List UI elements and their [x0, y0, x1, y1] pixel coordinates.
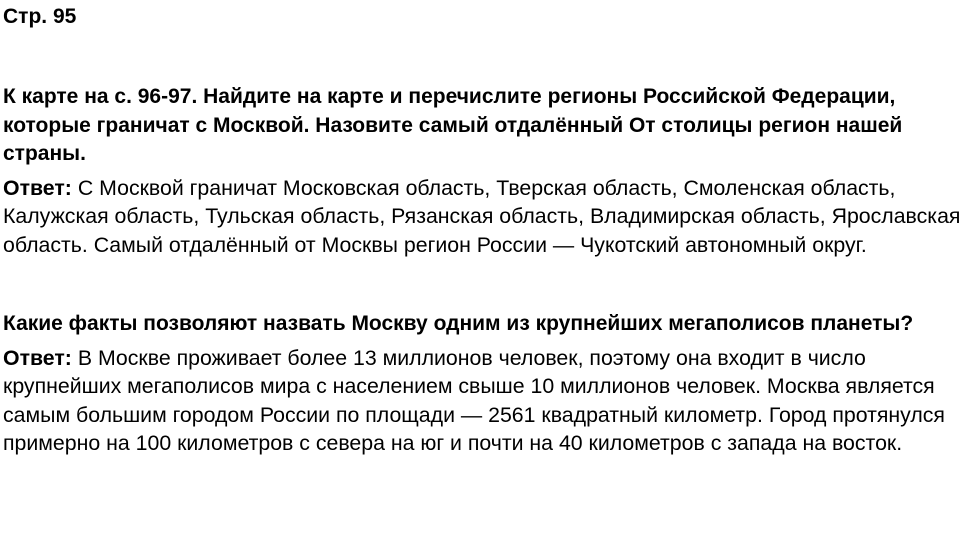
answer-label: Ответ:	[3, 175, 72, 200]
question-text: К карте на с. 96-97. Найдите на карте и перечислите регионы Российской Федерации, которые граничат с Москвой. Назовите самый отдалённый От столицы регион нашей страны.	[3, 85, 903, 165]
answer-paragraph	[3, 344, 965, 458]
document-page	[3, 0, 965, 458]
question-text: Какие факты позволяют назвать Москву одним из крупнейших мегаполисов планеты?	[3, 312, 914, 335]
answer-text: С Москвой граничат Московская область, Тверская область, Смоленская область, Калужская область, Тульская область, Рязанская область, Владимирская область, Ярославская область. Самый отдалённый от Москвы регион России — Чукотский автономный округ.	[3, 175, 961, 257]
qa-block-megalopolis	[3, 310, 965, 458]
answer-label: Ответ:	[3, 345, 72, 370]
answer-paragraph	[3, 174, 965, 260]
page-number-header: Стр. 95	[3, 5, 77, 28]
qa-block-regions	[3, 83, 965, 259]
answer-text: В Москве проживает более 13 миллионов человек, поэтому она входит в число крупнейших мегаполисов мира с населением свыше 10 миллионов человек. Москва является самым большим городом России по площади — 2561 квадратный километр. Город протянулся примерно на 100 километров с севера на юг и почти на 40 километров с запада на восток.	[3, 345, 945, 455]
